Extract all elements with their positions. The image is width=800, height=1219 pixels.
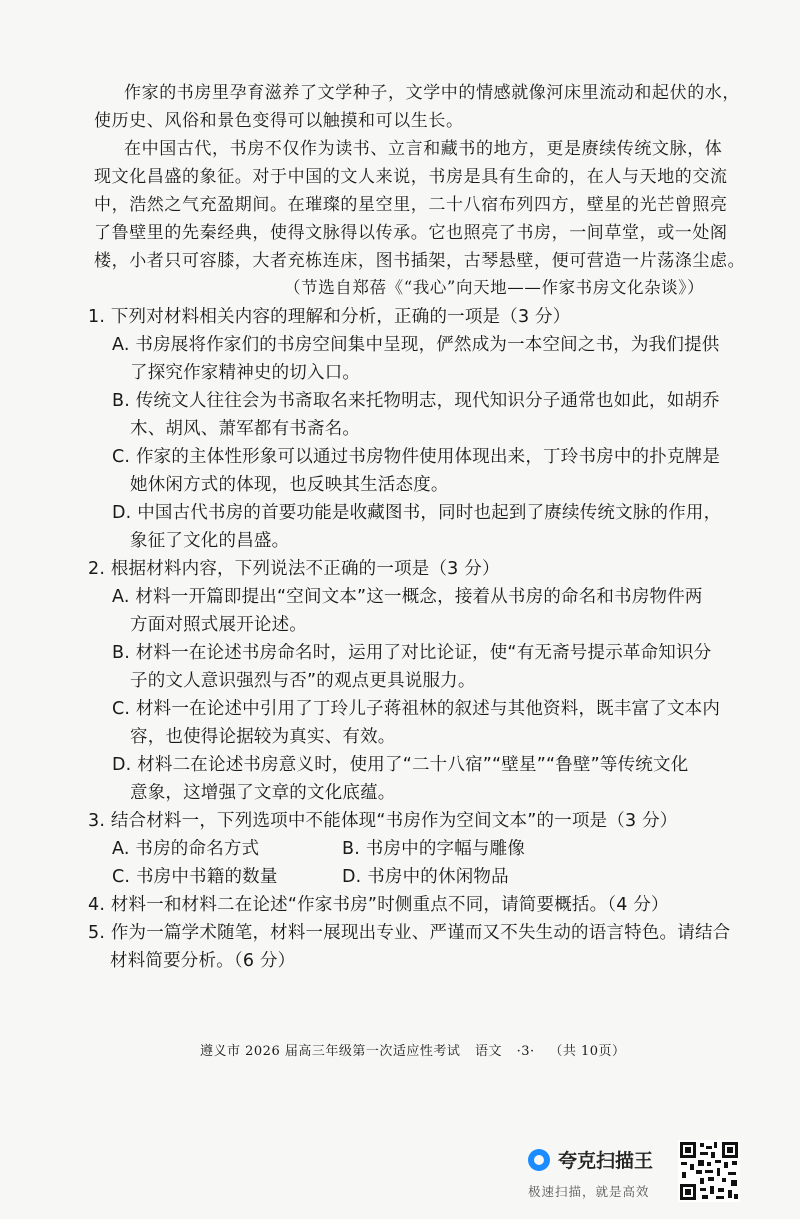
option-1b-cont: 木、胡风、萧军都有书斋名。 — [130, 419, 361, 439]
option-2b: B. 材料一在论述书房命名时，运用了对比论证，使“有无斋号提示革命知识分 — [112, 643, 712, 663]
option-1d: D. 中国古代书房的首要功能是收藏图书，同时也起到了赓续传统文脉的作用， — [112, 503, 722, 523]
question-5-cont: 材料简要分析。（6 分） — [110, 951, 296, 971]
passage-source: （节选自郑蓓《“我心”向天地——作家书房文化杂谈》） — [284, 278, 705, 297]
scanner-brand-row — [528, 1146, 653, 1173]
option-1a-cont: 了探究作家精神史的切入口。 — [130, 363, 361, 383]
scanner-watermark — [528, 1138, 778, 1208]
passage-line: 现文化昌盛的象征。对于中国的文人来说，书房是具有生命的，在人与天地的交流 — [94, 167, 728, 187]
option-1a: A. 书房展将作家们的书房空间集中呈现，俨然成为一本空间之书，为我们提供 — [112, 335, 720, 355]
page-number: ·3· — [516, 1044, 535, 1059]
option-2c: C. 材料一在论述中引用了丁玲儿子蒋祖林的叙述与其他资料，既丰富了文本内 — [112, 699, 721, 719]
passage-line: 使历史、风俗和景色变得可以触摸和可以生长。 — [94, 111, 464, 131]
option-1c: C. 作家的主体性形象可以通过书房物件使用体现出来，丁玲书房中的扑克牌是 — [112, 447, 721, 467]
option-3a: A. 书房的命名方式 — [112, 839, 260, 859]
option-3d: D. 书房中的休闲物品 — [342, 867, 509, 887]
page-footer — [200, 1040, 636, 1059]
passage-line: 了鲁壁里的先秦经典，使得文脉得以传承。它也照亮了书房，一间草堂，或一处阁 — [94, 223, 728, 243]
option-3b: B. 书房中的字幅与雕像 — [342, 839, 526, 859]
option-3c: C. 书房中书籍的数量 — [112, 867, 278, 887]
option-2a: A. 材料一开篇即提出“空间文本”这一概念，接着从书房的命名和书房物件两 — [112, 587, 703, 607]
page-total: （共 10页） — [549, 1044, 626, 1059]
question-1: 1. 下列对材料相关内容的理解和分析，正确的一项是（3 分） — [88, 307, 571, 327]
scanner-slogan: 极速扫描，就是高效 — [528, 1184, 650, 1199]
quark-logo-icon — [528, 1149, 550, 1171]
option-2d: D. 材料二在论述书房意义时，使用了“二十八宿”“壁星”“鲁壁”等传统文化 — [112, 755, 689, 775]
option-2b-cont: 子的文人意识强烈与否”的观点更具说服力。 — [130, 671, 476, 691]
question-2: 2. 根据材料内容，下列说法不正确的一项是（3 分） — [88, 559, 500, 579]
passage-line: 在中国古代，书房不仅作为读书、立言和藏书的地方，更是赓续传统文脉，体 — [124, 139, 723, 159]
passage-line: 作家的书房里孕育滋养了文学种子，文学中的情感就像河床里流动和起伏的水， — [124, 83, 740, 103]
question-5: 5. 作为一篇学术随笔，材料一展现出专业、严谨而又不失生动的语言特色。请结合 — [88, 923, 731, 943]
option-2d-cont: 意象，这增强了文章的文化底蕴。 — [130, 783, 396, 803]
passage-line: 中，浩然之气充盈期间。在璀璨的星空里，二十八宿布列四方，壁星的光芒曾照亮 — [94, 195, 728, 215]
option-1c-cont: 她休闲方式的体现，也反映其生活态度。 — [130, 475, 449, 495]
subject-label: 语文 — [475, 1044, 503, 1059]
scanner-brand: 夸克扫描王 — [558, 1150, 654, 1172]
question-4: 4. 材料一和材料二在论述“作家书房”时侧重点不同，请简要概括。（4 分） — [88, 895, 669, 915]
question-3: 3. 结合材料一，下列选项中不能体现“书房作为空间文本”的一项是（3 分） — [88, 811, 678, 831]
qr-code-icon — [678, 1140, 740, 1202]
option-1b: B. 传统文人往往会为书斋取名来托物明志，现代知识分子通常也如此，如胡乔 — [112, 391, 720, 411]
exam-title: 遵义市 2026 届高三年级第一次适应性考试 — [200, 1044, 461, 1059]
passage-line: 楼，小者只可容膝，大者充栋连床，图书插架，古琴悬壁，便可营造一片荡涤尘虑。 — [94, 251, 746, 271]
option-1d-cont: 象征了文化的昌盛。 — [130, 531, 290, 551]
option-2c-cont: 容，也使得论据较为真实、有效。 — [130, 727, 396, 747]
option-2a-cont: 方面对照式展开论述。 — [130, 615, 307, 635]
